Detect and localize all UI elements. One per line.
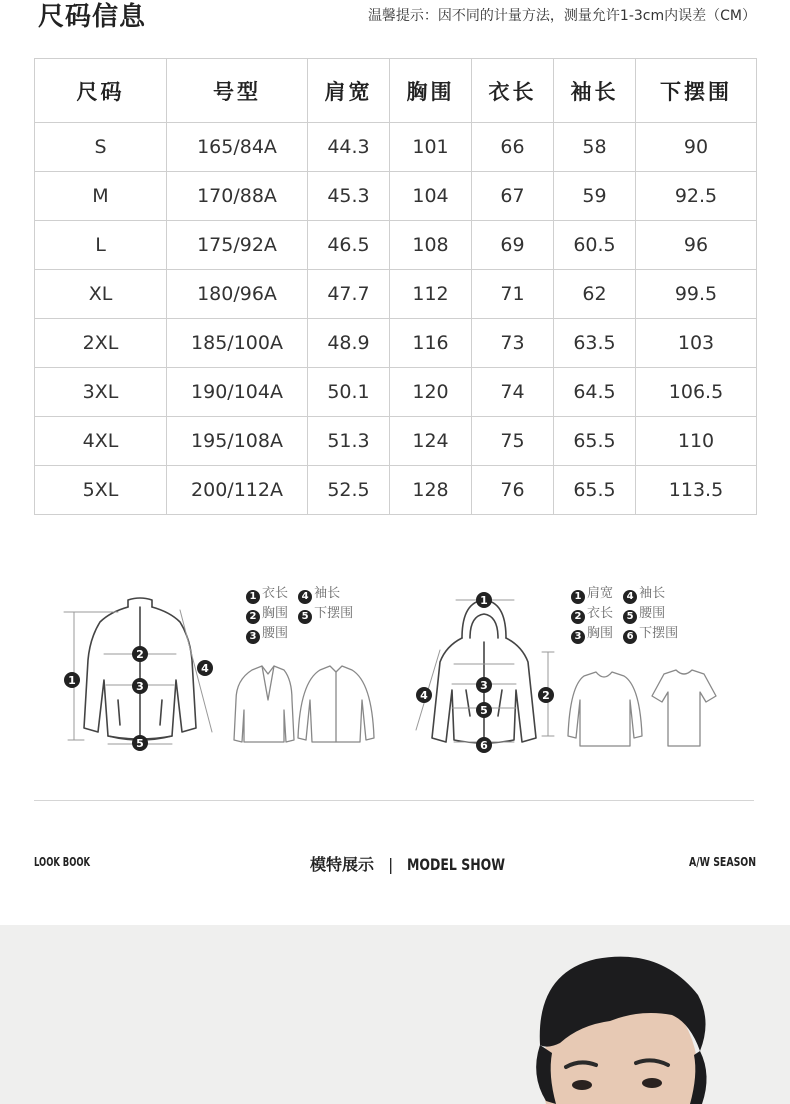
cell-sleeve: 62 xyxy=(554,270,636,319)
cell-hem: 103 xyxy=(636,319,757,368)
cell-chest: 116 xyxy=(390,319,472,368)
legend-number: 1 xyxy=(246,590,260,604)
table-row xyxy=(35,221,757,270)
column-header-length: 衣长 xyxy=(472,59,554,123)
legend-number: 6 xyxy=(623,630,637,644)
model-photo xyxy=(0,925,790,1104)
hoodie-measure-legend xyxy=(571,584,684,644)
cell-hem: 96 xyxy=(636,221,757,270)
legend-number: 3 xyxy=(571,630,585,644)
size-table-body xyxy=(35,123,757,515)
legend-label: 下摆围 xyxy=(314,606,354,621)
cell-size: 4XL xyxy=(35,417,167,466)
legend-label: 衣长 xyxy=(262,586,289,601)
model-show-cn: 模特展示 xyxy=(310,855,375,874)
column-header-hem: 下摆围 xyxy=(636,59,757,123)
cell-shoulder: 52.5 xyxy=(308,466,390,515)
cell-size: M xyxy=(35,172,167,221)
cell-length: 69 xyxy=(472,221,554,270)
table-row xyxy=(35,368,757,417)
svg-text:1: 1 xyxy=(68,674,76,687)
legend-label: 袖长 xyxy=(639,586,666,601)
heading-separator: | xyxy=(388,855,394,874)
cell-shoulder: 51.3 xyxy=(308,417,390,466)
svg-text:3: 3 xyxy=(136,680,144,693)
tshirt-outline-icon xyxy=(652,670,716,746)
column-header-sleeve: 袖长 xyxy=(554,59,636,123)
column-header-chest: 胸围 xyxy=(390,59,472,123)
shirt-outline-icon xyxy=(298,666,374,742)
cell-length: 75 xyxy=(472,417,554,466)
cell-size: 3XL xyxy=(35,368,167,417)
measurement-note: 温馨提示：因不同的计量方法，测量允许1-3cm内误差（CM） xyxy=(367,8,756,24)
column-header-size: 尺码 xyxy=(35,59,167,123)
jacket-measure-legend xyxy=(246,584,359,644)
legend-number: 2 xyxy=(246,610,260,624)
cell-size: 2XL xyxy=(35,319,167,368)
measurement-diagrams xyxy=(0,560,790,760)
cell-spec: 190/104A xyxy=(167,368,308,417)
cell-length: 74 xyxy=(472,368,554,417)
cell-length: 71 xyxy=(472,270,554,319)
cell-chest: 120 xyxy=(390,368,472,417)
cell-size: L xyxy=(35,221,167,270)
table-row xyxy=(35,270,757,319)
cell-spec: 175/92A xyxy=(167,221,308,270)
size-table xyxy=(34,58,757,515)
cell-chest: 128 xyxy=(390,466,472,515)
season-label: A/W SEASON xyxy=(688,855,756,869)
svg-text:5: 5 xyxy=(136,737,144,750)
cell-shoulder: 47.7 xyxy=(308,270,390,319)
svg-text:4: 4 xyxy=(420,689,428,702)
cell-size: XL xyxy=(35,270,167,319)
cell-length: 76 xyxy=(472,466,554,515)
page-title: 尺码信息 xyxy=(38,2,147,32)
cell-shoulder: 45.3 xyxy=(308,172,390,221)
cell-spec: 185/100A xyxy=(167,319,308,368)
section-divider xyxy=(34,800,754,801)
cell-spec: 195/108A xyxy=(167,417,308,466)
table-row xyxy=(35,172,757,221)
lookbook-label: LOOK BOOK xyxy=(34,855,91,869)
cell-shoulder: 46.5 xyxy=(308,221,390,270)
cell-hem: 92.5 xyxy=(636,172,757,221)
size-table-header xyxy=(35,59,757,123)
cell-spec: 200/112A xyxy=(167,466,308,515)
cell-length: 66 xyxy=(472,123,554,172)
model-show-heading xyxy=(310,852,533,875)
cell-spec: 180/96A xyxy=(167,270,308,319)
legend-label: 胸围 xyxy=(587,626,614,641)
cell-sleeve: 65.5 xyxy=(554,466,636,515)
legend-label: 袖长 xyxy=(314,586,341,601)
table-row xyxy=(35,417,757,466)
svg-text:2: 2 xyxy=(136,648,144,661)
legend-label: 衣长 xyxy=(587,606,614,621)
cell-chest: 101 xyxy=(390,123,472,172)
svg-text:5: 5 xyxy=(480,704,488,717)
cell-length: 67 xyxy=(472,172,554,221)
cell-size: 5XL xyxy=(35,466,167,515)
cell-size: S xyxy=(35,123,167,172)
legend-number: 1 xyxy=(571,590,585,604)
cell-hem: 113.5 xyxy=(636,466,757,515)
column-header-shoulder: 肩宽 xyxy=(308,59,390,123)
svg-text:6: 6 xyxy=(480,739,488,752)
cell-spec: 165/84A xyxy=(167,123,308,172)
sweater-outline-icon xyxy=(568,672,642,746)
hoodie-diagram-icon xyxy=(432,600,536,743)
cell-hem: 110 xyxy=(636,417,757,466)
cell-sleeve: 58 xyxy=(554,123,636,172)
blazer-outline-icon xyxy=(234,666,294,742)
cell-shoulder: 50.1 xyxy=(308,368,390,417)
legend-label: 腰围 xyxy=(262,626,289,641)
legend-number: 5 xyxy=(298,610,312,624)
svg-text:4: 4 xyxy=(201,662,209,675)
cell-spec: 170/88A xyxy=(167,172,308,221)
legend-number: 2 xyxy=(571,610,585,624)
cell-sleeve: 64.5 xyxy=(554,368,636,417)
svg-text:3: 3 xyxy=(480,679,488,692)
jacket-diagram-icon xyxy=(84,598,196,740)
legend-label: 肩宽 xyxy=(587,586,614,601)
legend-number: 4 xyxy=(298,590,312,604)
table-row xyxy=(35,466,757,515)
cell-sleeve: 65.5 xyxy=(554,417,636,466)
cell-shoulder: 44.3 xyxy=(308,123,390,172)
column-header-spec: 号型 xyxy=(167,59,308,123)
cell-sleeve: 63.5 xyxy=(554,319,636,368)
cell-chest: 112 xyxy=(390,270,472,319)
cell-length: 73 xyxy=(472,319,554,368)
legend-label: 胸围 xyxy=(262,606,289,621)
svg-text:2: 2 xyxy=(542,689,550,702)
svg-text:1: 1 xyxy=(480,594,488,607)
cell-hem: 90 xyxy=(636,123,757,172)
legend-label: 腰围 xyxy=(639,606,666,621)
table-row xyxy=(35,123,757,172)
cell-chest: 104 xyxy=(390,172,472,221)
cell-sleeve: 59 xyxy=(554,172,636,221)
model-portrait-image xyxy=(0,925,790,1104)
legend-number: 4 xyxy=(623,590,637,604)
cell-chest: 124 xyxy=(390,417,472,466)
cell-shoulder: 48.9 xyxy=(308,319,390,368)
cell-hem: 99.5 xyxy=(636,270,757,319)
legend-number: 5 xyxy=(623,610,637,624)
table-row xyxy=(35,319,757,368)
legend-label: 下摆围 xyxy=(639,626,679,641)
legend-number: 3 xyxy=(246,630,260,644)
cell-sleeve: 60.5 xyxy=(554,221,636,270)
cell-hem: 106.5 xyxy=(636,368,757,417)
model-show-en: MODEL SHOW xyxy=(407,855,506,874)
cell-chest: 108 xyxy=(390,221,472,270)
